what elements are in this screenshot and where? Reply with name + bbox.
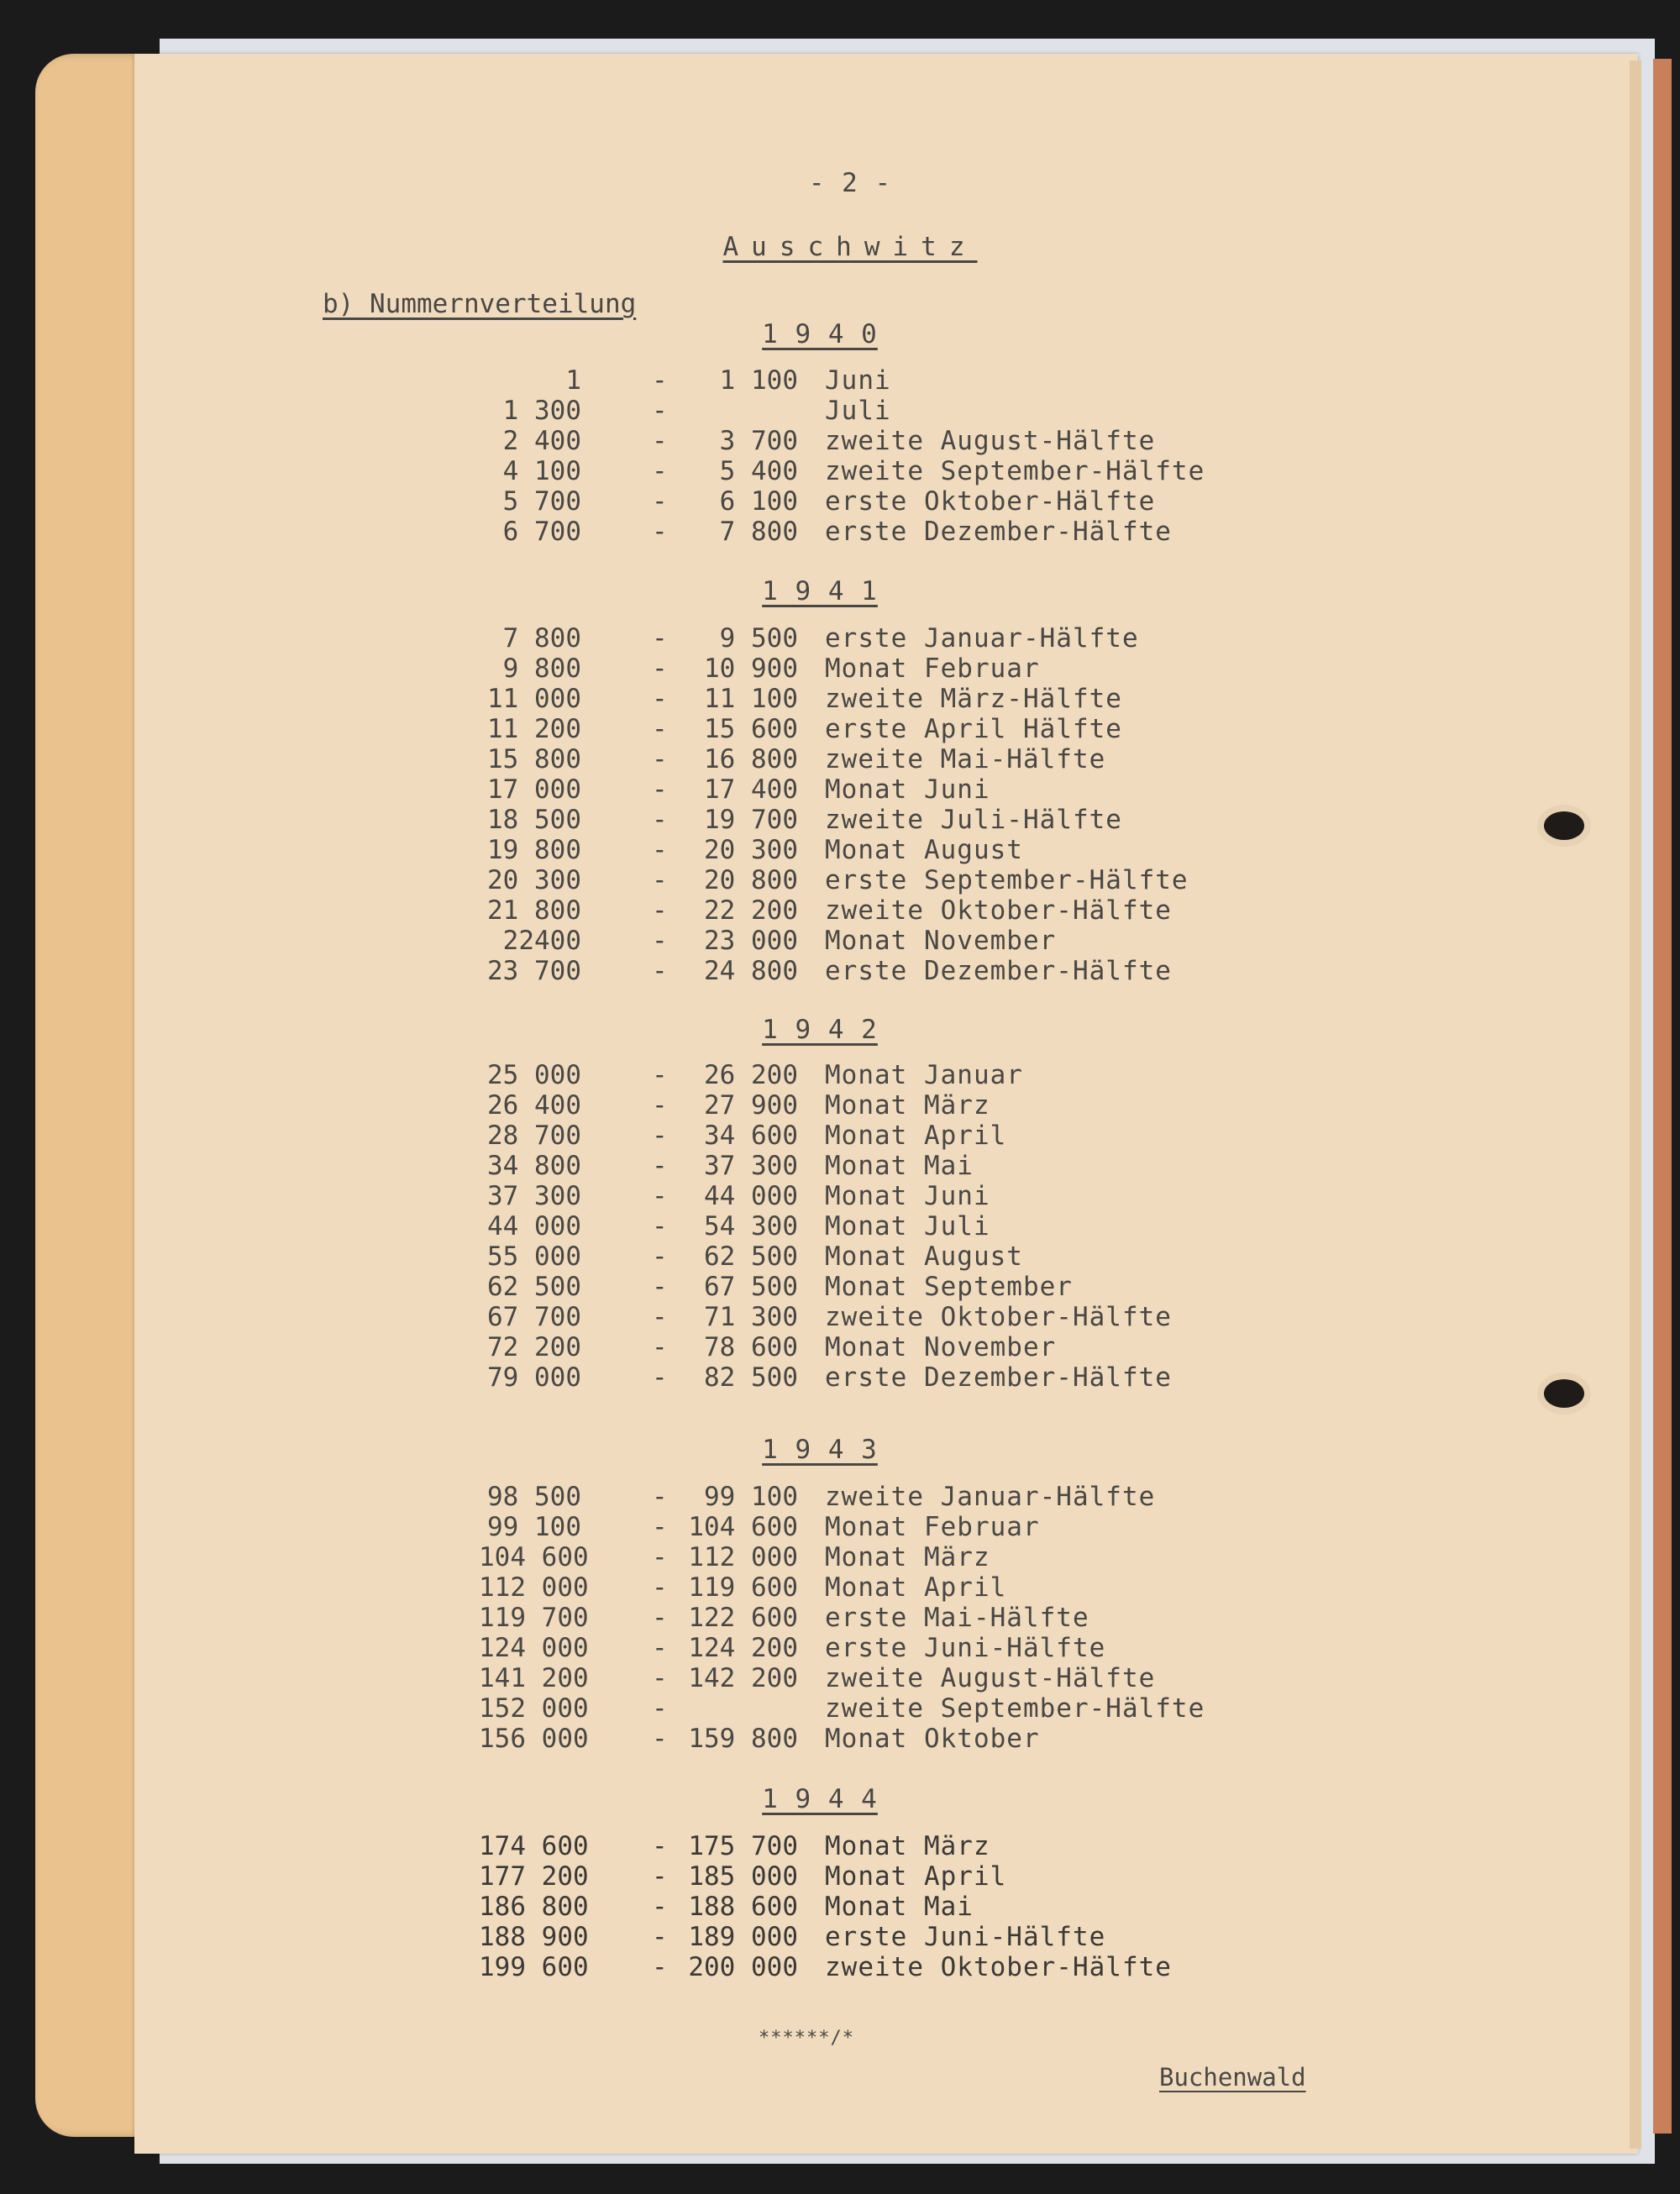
range-dash: - [652, 1861, 668, 1892]
number-from: 6 700 [502, 517, 581, 547]
period-label: erste Oktober-Hälfte [825, 486, 1156, 517]
table-row [0, 865, 1680, 895]
range-dash: - [652, 365, 668, 396]
range-dash: - [652, 517, 668, 547]
table-row [0, 1633, 1680, 1663]
period-label: erste Dezember-Hälfte [825, 1362, 1172, 1393]
range-dash: - [652, 774, 668, 805]
range-dash: - [652, 1272, 668, 1302]
number-to: 78 600 [704, 1332, 798, 1362]
table-row [0, 1090, 1680, 1121]
number-to: 124 200 [688, 1633, 798, 1663]
period-label: Monat November [825, 1332, 1057, 1362]
table-row [0, 623, 1680, 653]
period-label: zweite Oktober-Hälfte [825, 1302, 1172, 1332]
table-row [0, 956, 1680, 986]
table-row [0, 805, 1680, 835]
number-from: 177 200 [479, 1861, 589, 1892]
number-to: 7 800 [719, 517, 798, 547]
table-row [0, 1151, 1680, 1181]
number-to: 122 600 [688, 1603, 798, 1633]
period-label: zweite Oktober-Hälfte [825, 1952, 1172, 1982]
period-label: Monat Oktober [825, 1724, 1040, 1754]
range-dash: - [652, 1831, 668, 1861]
number-to: 200 000 [688, 1952, 798, 1982]
number-from: 188 900 [479, 1922, 589, 1952]
number-to: 26 200 [704, 1060, 798, 1090]
range-dash: - [652, 1090, 668, 1121]
table-row [0, 684, 1680, 714]
period-label: Monat Mai [825, 1151, 974, 1181]
period-label: Monat Mai [825, 1892, 974, 1922]
period-label: Monat Februar [825, 653, 1040, 684]
number-from: 4 100 [502, 456, 581, 486]
table-row [0, 486, 1680, 517]
period-label: erste Mai-Hälfte [825, 1603, 1089, 1633]
period-label: Monat März [825, 1831, 990, 1861]
number-from: 18 500 [487, 805, 581, 835]
page-number: - 2 - [808, 168, 892, 198]
number-from: 5 700 [502, 486, 581, 517]
period-label: zweite August-Hälfte [825, 426, 1156, 456]
range-dash: - [652, 956, 668, 986]
number-from: 15 800 [487, 744, 581, 774]
period-label: zweite September-Hälfte [825, 456, 1205, 486]
number-from: 11 000 [487, 684, 581, 714]
table-row [0, 1332, 1680, 1362]
number-from: 44 000 [487, 1211, 581, 1241]
next-heading: Buchenwald [1159, 2063, 1306, 2092]
number-from: 72 200 [487, 1332, 581, 1362]
table-row [0, 1362, 1680, 1393]
range-dash: - [652, 895, 668, 926]
number-to: 6 100 [719, 486, 798, 517]
number-from: 1 300 [502, 396, 581, 426]
number-to: 175 700 [688, 1831, 798, 1861]
number-to: 16 800 [704, 744, 798, 774]
table-row [0, 426, 1680, 456]
number-from: 2 400 [502, 426, 581, 456]
table-row [0, 1831, 1680, 1861]
number-to: 112 000 [688, 1542, 798, 1572]
year-heading: 1 9 4 4 [762, 1784, 878, 1814]
number-from: 23 700 [487, 956, 581, 986]
table-row [0, 1603, 1680, 1633]
period-label: Monat Juli [825, 1211, 990, 1241]
range-dash: - [652, 1663, 668, 1693]
table-row [0, 1211, 1680, 1241]
range-dash: - [652, 835, 668, 865]
number-to: 22 200 [704, 895, 798, 926]
range-dash: - [652, 1572, 668, 1603]
table-row [0, 653, 1680, 684]
section-heading: b) Nummernverteilung [323, 289, 637, 319]
table-row [0, 744, 1680, 774]
range-dash: - [652, 1922, 668, 1952]
period-label: zweite Januar-Hälfte [825, 1482, 1156, 1512]
table-row [0, 1241, 1680, 1272]
number-to: 20 300 [704, 835, 798, 865]
number-from: 34 800 [487, 1151, 581, 1181]
period-label: erste April Hälfte [825, 714, 1122, 744]
table-row [0, 1892, 1680, 1922]
number-to: 44 000 [704, 1181, 798, 1211]
range-dash: - [652, 1121, 668, 1151]
number-from: 112 000 [479, 1572, 589, 1603]
number-to: 1 100 [719, 365, 798, 396]
year-heading: 1 9 4 3 [762, 1435, 878, 1465]
number-to: 185 000 [688, 1861, 798, 1892]
number-from: 156 000 [479, 1724, 589, 1754]
year-heading: 1 9 4 2 [762, 1015, 878, 1045]
number-to: 82 500 [704, 1362, 798, 1393]
period-label: Monat September [825, 1272, 1073, 1302]
number-to: 24 800 [704, 956, 798, 986]
period-label: Monat August [825, 1241, 1023, 1272]
number-from: 22400 [502, 926, 581, 956]
table-row [0, 1121, 1680, 1151]
number-to: 62 500 [704, 1241, 798, 1272]
number-to: 189 000 [688, 1922, 798, 1952]
range-dash: - [652, 426, 668, 456]
range-dash: - [652, 1603, 668, 1633]
table-row [0, 1302, 1680, 1332]
number-from: 62 500 [487, 1272, 581, 1302]
number-from: 141 200 [479, 1663, 589, 1693]
table-row [0, 396, 1680, 426]
table-row [0, 1922, 1680, 1952]
number-to: 23 000 [704, 926, 798, 956]
range-dash: - [652, 623, 668, 653]
table-row [0, 1693, 1680, 1724]
number-to: 10 900 [704, 653, 798, 684]
period-label: Monat Juni [825, 1181, 990, 1211]
number-from: 11 200 [487, 714, 581, 744]
number-to: 34 600 [704, 1121, 798, 1151]
period-label: Monat Februar [825, 1512, 1040, 1542]
range-dash: - [652, 1482, 668, 1512]
number-to: 15 600 [704, 714, 798, 744]
table-row [0, 1181, 1680, 1211]
range-dash: - [652, 1542, 668, 1572]
period-label: Juni [825, 365, 891, 396]
number-from: 152 000 [479, 1693, 589, 1724]
number-to: 3 700 [719, 426, 798, 456]
table-row [0, 1512, 1680, 1542]
range-dash: - [652, 653, 668, 684]
period-label: Monat November [825, 926, 1057, 956]
table-row [0, 1663, 1680, 1693]
number-from: 20 300 [487, 865, 581, 895]
table-row [0, 1572, 1680, 1603]
range-dash: - [652, 1302, 668, 1332]
range-dash: - [652, 1512, 668, 1542]
period-label: Monat Juni [825, 774, 990, 805]
number-from: 67 700 [487, 1302, 581, 1332]
table-row [0, 365, 1680, 396]
period-label: zweite Oktober-Hälfte [825, 895, 1172, 926]
number-from: 199 600 [479, 1952, 589, 1982]
number-from: 37 300 [487, 1181, 581, 1211]
period-label: erste Juni-Hälfte [825, 1633, 1106, 1663]
number-to: 188 600 [688, 1892, 798, 1922]
table-row [0, 1861, 1680, 1892]
range-dash: - [652, 1332, 668, 1362]
period-label: zweite Juli-Hälfte [825, 805, 1122, 835]
period-label: erste Juni-Hälfte [825, 1922, 1106, 1952]
number-to: 159 800 [688, 1724, 798, 1754]
range-dash: - [652, 684, 668, 714]
range-dash: - [652, 744, 668, 774]
number-from: 186 800 [479, 1892, 589, 1922]
number-from: 26 400 [487, 1090, 581, 1121]
range-dash: - [652, 714, 668, 744]
range-dash: - [652, 1892, 668, 1922]
table-row [0, 835, 1680, 865]
period-label: Monat Januar [825, 1060, 1023, 1090]
number-from: 104 600 [479, 1542, 589, 1572]
number-from: 9 800 [502, 653, 581, 684]
period-label: Monat April [825, 1572, 1007, 1603]
year-heading: 1 9 4 1 [762, 576, 878, 606]
period-label: Monat März [825, 1542, 990, 1572]
table-row [0, 926, 1680, 956]
period-label: erste September-Hälfte [825, 865, 1189, 895]
range-dash: - [652, 1151, 668, 1181]
number-to: 104 600 [688, 1512, 798, 1542]
number-to: 67 500 [704, 1272, 798, 1302]
period-label: Juli [825, 396, 891, 426]
number-to: 54 300 [704, 1211, 798, 1241]
number-to: 11 100 [704, 684, 798, 714]
range-dash: - [652, 926, 668, 956]
range-dash: - [652, 805, 668, 835]
number-from: 124 000 [479, 1633, 589, 1663]
number-from: 1 [565, 365, 581, 396]
table-row [0, 714, 1680, 744]
table-row [0, 1060, 1680, 1090]
number-from: 55 000 [487, 1241, 581, 1272]
period-label: zweite März-Hälfte [825, 684, 1122, 714]
number-from: 25 000 [487, 1060, 581, 1090]
range-dash: - [652, 1724, 668, 1754]
number-from: 7 800 [502, 623, 581, 653]
number-to: 19 700 [704, 805, 798, 835]
number-from: 98 500 [487, 1482, 581, 1512]
number-from: 119 700 [479, 1603, 589, 1633]
table-row [0, 456, 1680, 486]
year-heading: 1 9 4 0 [762, 319, 878, 349]
range-dash: - [652, 456, 668, 486]
number-to: 37 300 [704, 1151, 798, 1181]
number-to: 71 300 [704, 1302, 798, 1332]
number-from: 28 700 [487, 1121, 581, 1151]
number-from: 99 100 [487, 1512, 581, 1542]
period-label: erste Januar-Hälfte [825, 623, 1139, 653]
range-dash: - [652, 1060, 668, 1090]
table-row [0, 774, 1680, 805]
number-from: 174 600 [479, 1831, 589, 1861]
period-label: Monat April [825, 1121, 1007, 1151]
number-to: 9 500 [719, 623, 798, 653]
number-to: 142 200 [688, 1663, 798, 1693]
number-from: 19 800 [487, 835, 581, 865]
number-from: 21 800 [487, 895, 581, 926]
number-from: 79 000 [487, 1362, 581, 1393]
range-dash: - [652, 486, 668, 517]
number-to: 17 400 [704, 774, 798, 805]
table-row [0, 895, 1680, 926]
page-title [723, 232, 978, 262]
period-label: erste Dezember-Hälfte [825, 956, 1172, 986]
table-row [0, 1952, 1680, 1982]
table-row [0, 1724, 1680, 1754]
period-label: zweite Mai-Hälfte [825, 744, 1106, 774]
range-dash: - [652, 396, 668, 426]
range-dash: - [652, 865, 668, 895]
range-dash: - [652, 1693, 668, 1724]
period-label: zweite August-Hälfte [825, 1663, 1156, 1693]
number-from: 17 000 [487, 774, 581, 805]
period-label: erste Dezember-Hälfte [825, 517, 1172, 547]
number-to: 27 900 [704, 1090, 798, 1121]
period-label: Monat März [825, 1090, 990, 1121]
range-dash: - [652, 1211, 668, 1241]
period-label: Monat August [825, 835, 1023, 865]
range-dash: - [652, 1952, 668, 1982]
table-row [0, 517, 1680, 547]
range-dash: - [652, 1181, 668, 1211]
number-to: 5 400 [719, 456, 798, 486]
table-row [0, 1482, 1680, 1512]
number-to: 119 600 [688, 1572, 798, 1603]
end-mark: ******/* [759, 2028, 854, 2049]
table-row [0, 1272, 1680, 1302]
range-dash: - [652, 1633, 668, 1663]
number-to: 20 800 [704, 865, 798, 895]
period-label: Monat April [825, 1861, 1007, 1892]
period-label: zweite September-Hälfte [825, 1693, 1205, 1724]
table-row [0, 1542, 1680, 1572]
range-dash: - [652, 1241, 668, 1272]
number-to: 99 100 [704, 1482, 798, 1512]
range-dash: - [652, 1362, 668, 1393]
page-title-text: Auschwitz [722, 232, 978, 262]
